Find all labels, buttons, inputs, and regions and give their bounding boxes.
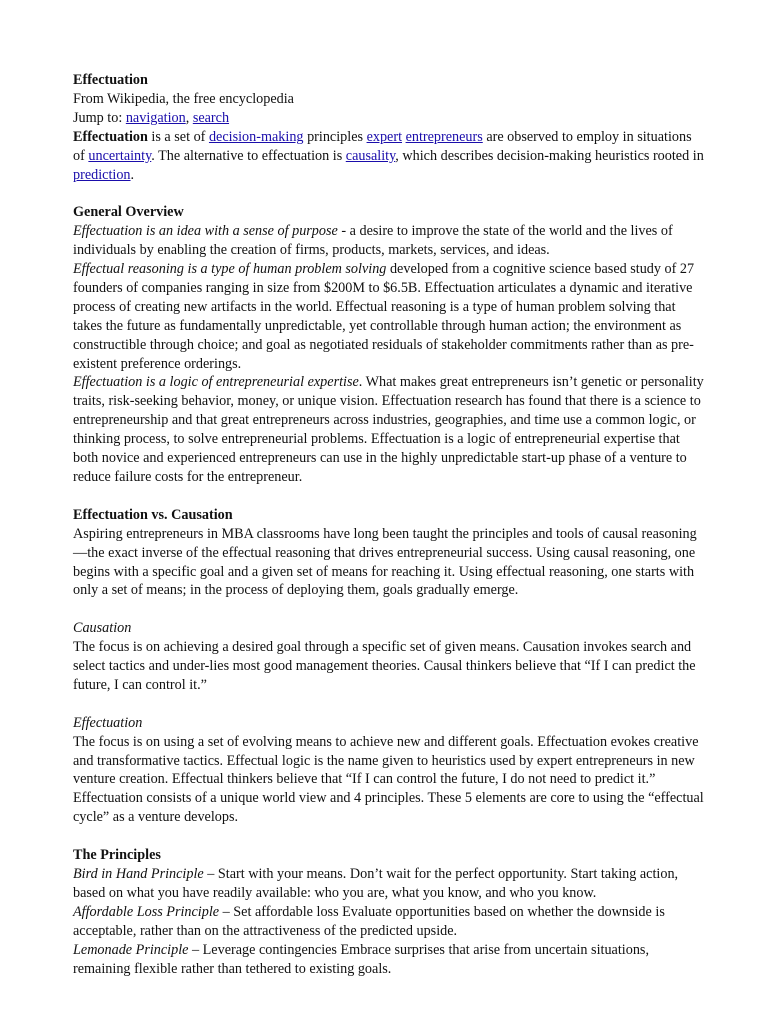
intro-paragraph: Effectuation is a set of decision-making principles expert entrepreneurs are observed to employ in situations of uncertainty. The alternative to effectuation is causality, which describes decision-making heuristics rooted in prediction. bbox=[73, 128, 704, 183]
section-heading-vs-causation: Effectuation vs. Causation bbox=[73, 506, 233, 523]
vs-causation-paragraph: Aspiring entrepreneurs in MBA classrooms have long been taught the principles and tools of causal reasoning—the exact inverse of the effectual reasoning that drives entrepreneurial success. Using causal reasoning, one begins with a specific goal and a given set of means for reaching it. Using effectual reasoning, one starts with only a set of means; in the process of deploying them, goals gradually emerge. bbox=[73, 525, 697, 599]
spacer bbox=[73, 827, 705, 846]
section-heading-general-overview: General Overview bbox=[73, 204, 184, 221]
prediction-link[interactable]: prediction bbox=[73, 166, 131, 183]
overview-paragraph-purpose: Effectuation is an idea with a sense of purpose - a desire to improve the state of the world and the lives of individuals by enabling the creation of firms, products, markets, services, and ideas. bbox=[73, 223, 673, 259]
navigation-link[interactable]: navigation bbox=[125, 109, 186, 126]
principle-bird-in-hand: Bird in Hand Principle – Start with your means. Don’t wait for the perfect opportunity. Start taking action, based on what you have readily available: who you are, what you know, and who you know. bbox=[73, 865, 679, 901]
overview-paragraph-expertise: Effectuation is a logic of entrepreneurial expertise. What makes great entrepreneurs isn’t genetic or personality traits, risk-seeking behavior, money, or unique vision. Effectuation research has found that there is a science to entrepreneurship and that great entrepreneurs across industries, geographies, and time use a common logic, or thinking process, to solve entrepreneurial problems. Effectuation is a logic of entrepreneurial expertise that both novice and experienced entrepreneurs can use in the highly unpredictable start-up phase of a venture to reduce failure costs for the entrepreneur. bbox=[73, 374, 704, 486]
causality-link[interactable]: causality bbox=[345, 147, 396, 164]
overview-paragraph-reasoning: Effectual reasoning is a type of human problem solving developed from a cognitive science based study of 27 founders of companies ranging in size from $200M to $6.5B. Effectuation articulates a dynamic and iterative process of creating new artifacts in the world. Effectual reasoning is a type of human problem solving that takes the future as fundamentally unpredictable, yet controllable through human action; the environment as constructible through choice; and goal as negotiated residuals of stakeholder commitments rather than as pre-existent preference orderings. bbox=[73, 261, 695, 372]
expert-link[interactable]: expert bbox=[366, 128, 403, 145]
effectuation-label: Effectuation bbox=[73, 714, 143, 731]
jump-links: Jump to: navigation, search bbox=[73, 109, 230, 126]
decision-making-link[interactable]: decision-making bbox=[208, 128, 304, 145]
effectuation-paragraph: The focus is on using a set of evolving means to achieve new and different goals. Effectuation evokes creative and transformative tactics. Effectual logic is the name given to heuristics used by expert entrepreneurs in new venture creation. Effectual thinkers believe that “If I can control the future, I do not need to predict it.” bbox=[73, 733, 699, 788]
entrepreneurs-link[interactable]: entrepreneurs bbox=[405, 128, 483, 145]
effectuation-paragraph-elements: Effectuation consists of a unique world view and 4 principles. These 5 elements are core to using the “effectual cycle” as a venture develops. bbox=[73, 790, 704, 826]
causation-label: Causation bbox=[73, 620, 132, 637]
uncertainty-link[interactable]: uncertainty bbox=[88, 147, 152, 164]
spacer bbox=[73, 695, 705, 714]
principle-lemonade: Lemonade Principle – Leverage contingencies Embrace surprises that arise from uncertain situations, remaining flexible rather than tethered to existing goals. bbox=[73, 941, 649, 977]
document-page bbox=[73, 71, 705, 978]
article-title: Effectuation bbox=[73, 72, 148, 88]
spacer bbox=[73, 487, 705, 506]
spacer bbox=[73, 600, 705, 619]
section-heading-principles: The Principles bbox=[73, 847, 161, 864]
spacer bbox=[73, 184, 705, 203]
intro-term: Effectuation bbox=[73, 128, 148, 145]
article-subtitle: From Wikipedia, the free encyclopedia bbox=[73, 90, 294, 107]
search-link[interactable]: search bbox=[192, 109, 230, 126]
causation-paragraph: The focus is on achieving a desired goal through a specific set of given means. Causation invokes search and select tactics and under-lies most good management theories. Causal thinkers believe that “If I can predict the future, I can control it.” bbox=[73, 639, 696, 693]
principle-affordable-loss: Affordable Loss Principle – Set affordable loss Evaluate opportunities based on whether the downside is acceptable, rather than on the attractiveness of the predicted upside. bbox=[73, 903, 665, 939]
